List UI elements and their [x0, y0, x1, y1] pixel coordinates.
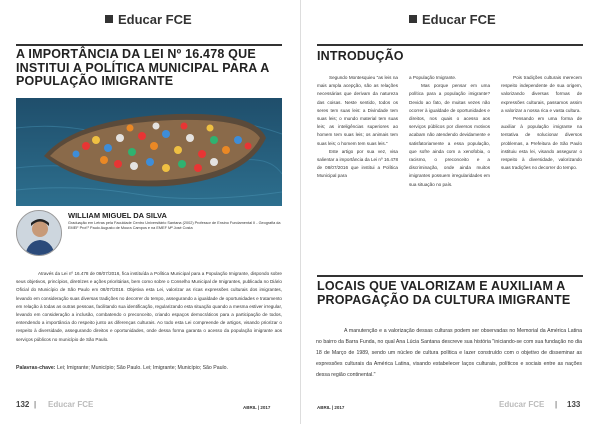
right-page-number: 133	[567, 400, 581, 409]
author-portrait-image	[17, 211, 62, 256]
cover-photo	[16, 98, 282, 206]
section-title-rule	[317, 275, 583, 277]
keywords	[16, 364, 282, 374]
left-header	[105, 12, 192, 27]
author-bio: Graduação em Letras pela Faculdade Centro Universitário Santana (2002) Professor de Ensino Fundamental II - Geografia da EMEF Prof.º Paulo Augusto de Moura Campos e na EMEF Mª José Costa	[68, 221, 281, 231]
right-header	[409, 12, 496, 27]
intro-title: INTRODUÇÃO	[317, 49, 404, 63]
intro-col2-p2: Mas porque pensar em uma política para a população imigrante? Devido ao fato, de muitas vezes não ocorrer à igualdade de oportunidades e direitos, nos quais o acesso aos serviços públicos por diversos motivos acabam não atendendo devidamente e satisfatoriamente a essa população, que sofre ainda com a xenofobia, o racismo, o preconceito e a discriminação, onde ainda muitos imigrantes possuem irregularidades em sua situação no país.	[409, 83, 490, 187]
keywords-label: Palavras-chave:	[16, 365, 56, 371]
left-footer-date-wrap	[243, 402, 270, 411]
right-footer-number-wrap	[567, 400, 580, 409]
intro-column-2	[409, 74, 490, 189]
article-title: A IMPORTÂNCIA DA LEI Nº 16.478 QUE INSTITUI A POLÍTICA MUNICIPAL PARA A POPULAÇÃO IMIGRANTE	[16, 47, 270, 88]
left-page-number: 132	[16, 400, 30, 409]
header-square-icon	[409, 15, 417, 23]
right-title-rule	[317, 44, 583, 46]
right-header-label: Educar FCE	[422, 12, 496, 27]
left-footer-divider: |	[34, 400, 37, 409]
author-name: WILLIAM MIGUEL DA SILVA	[68, 211, 167, 220]
header-square-icon	[105, 15, 113, 23]
intro-col3-p2: Pensando em uma forma de auxiliar à população imigrante na tentativa de solucionar diversos problemas, a Prefeitura de São Paulo instituiu esta lei, visando assegurar o respeito à diversidade, valorizando suas tradições no decorrer do tempo.	[501, 116, 582, 171]
right-footer-date: ABRIL | 2017	[317, 405, 345, 410]
intro-column-3	[501, 74, 582, 172]
crowded-boat-image	[16, 98, 282, 206]
right-footer-brand-wrap	[499, 400, 544, 409]
article-body: Através da Lei nº 16.478 de 08/07/2016, fica instituída a Política Municipal para a População Imigrante, dispondo sobre seus objetivos, princípios, diretrizes e ações prioritárias, bem como sobre o Conselho Municipal de Imigrantes, publicada no Diário Oficial do Município de São Paulo em 08/07/2016. Objetiva esta Lei, valorizar as ricas expressões culturais dos imigrantes, levando em consideração suas diversas tradições no decorrer do tempo, assegurando a igualdade de oportunidades e tratamento em relação à todas as outras pessoas, facilitando sua identificação, regularizando esta situação quando a mesma estiver irregular, levando em consideração a inclusão, combatendo o preconceito, criando espaços democráticos para a participação de todos, entendendo a importância do respeito junto as diferenças culturais. Ao todo esta Lei compreende de artigos, visando priorizar o respeito à diversidade, assegurando direitos e oportunidades, onde dessa forma garanta o acesso da população imigrante aos serviços públicos no município de São Paulo.	[16, 271, 282, 342]
intro-col1-p2: Este artigo por sua vez, visa salientar a importância da Lei nº 16.478 de 08/07/2016 que institui a Política Municipal para	[317, 148, 398, 179]
section-body: A manutenção e a valorização dessas culturas podem ser observadas no Memorial da América Latina no bairro da Barra Funda, no qual Ana Lúcia Santana descreve sua história "iniciando-se com sua fundação no dia 18 de Março de 1989, sendo um núcleo de cultura política e lazer construído com o objetivo de disseminar as expressões culturais da América Latina, visando estabelecer laços culturais, políticos e sociais entre as nações dessa região continental."	[316, 328, 582, 378]
section-title: LOCAIS QUE VALORIZAM E AUXILIAM A PROPAGAÇÃO DA CULTURA IMIGRANTE	[317, 279, 571, 307]
intro-column-1	[317, 74, 398, 181]
keywords-list: Lei; Imigrante; Município; São Paulo. Lei; Imigrante; Município; São Paulo.	[56, 365, 228, 371]
left-footer-brand-wrap	[38, 400, 93, 409]
left-title-rule	[16, 44, 282, 46]
author-avatar	[16, 210, 62, 256]
intro-col1-p1: Segundo Montesquieu "as leis na mais ampla acepção, são as relações necessárias que derivam da natureza das coisas. Neste sentido, todos os seres tem suas leis: a Divindade tem suas leis; o mundo material tem suas leis; as inteligências superiores ao homem tem suas leis; os animais tem suas leis; o homem tem suas leis."	[317, 75, 398, 146]
left-header-label: Educar FCE	[118, 12, 192, 27]
right-footer-brand: Educar FCE	[499, 400, 545, 409]
right-footer-divider: |	[555, 400, 558, 409]
intro-col3-p1: Pois tradições culturais merecem respeito independente de sua origem, valorizando diversas formas de expressões culturais, passamos assim a valorizar a nossa rica e vasta cultura.	[501, 75, 582, 113]
intro-col2-p1: a População Imigrante.	[409, 75, 457, 80]
left-footer-brand: Educar FCE	[48, 400, 94, 409]
left-footer-date: ABRIL | 2017	[243, 405, 271, 410]
right-footer-date-wrap	[317, 402, 344, 411]
